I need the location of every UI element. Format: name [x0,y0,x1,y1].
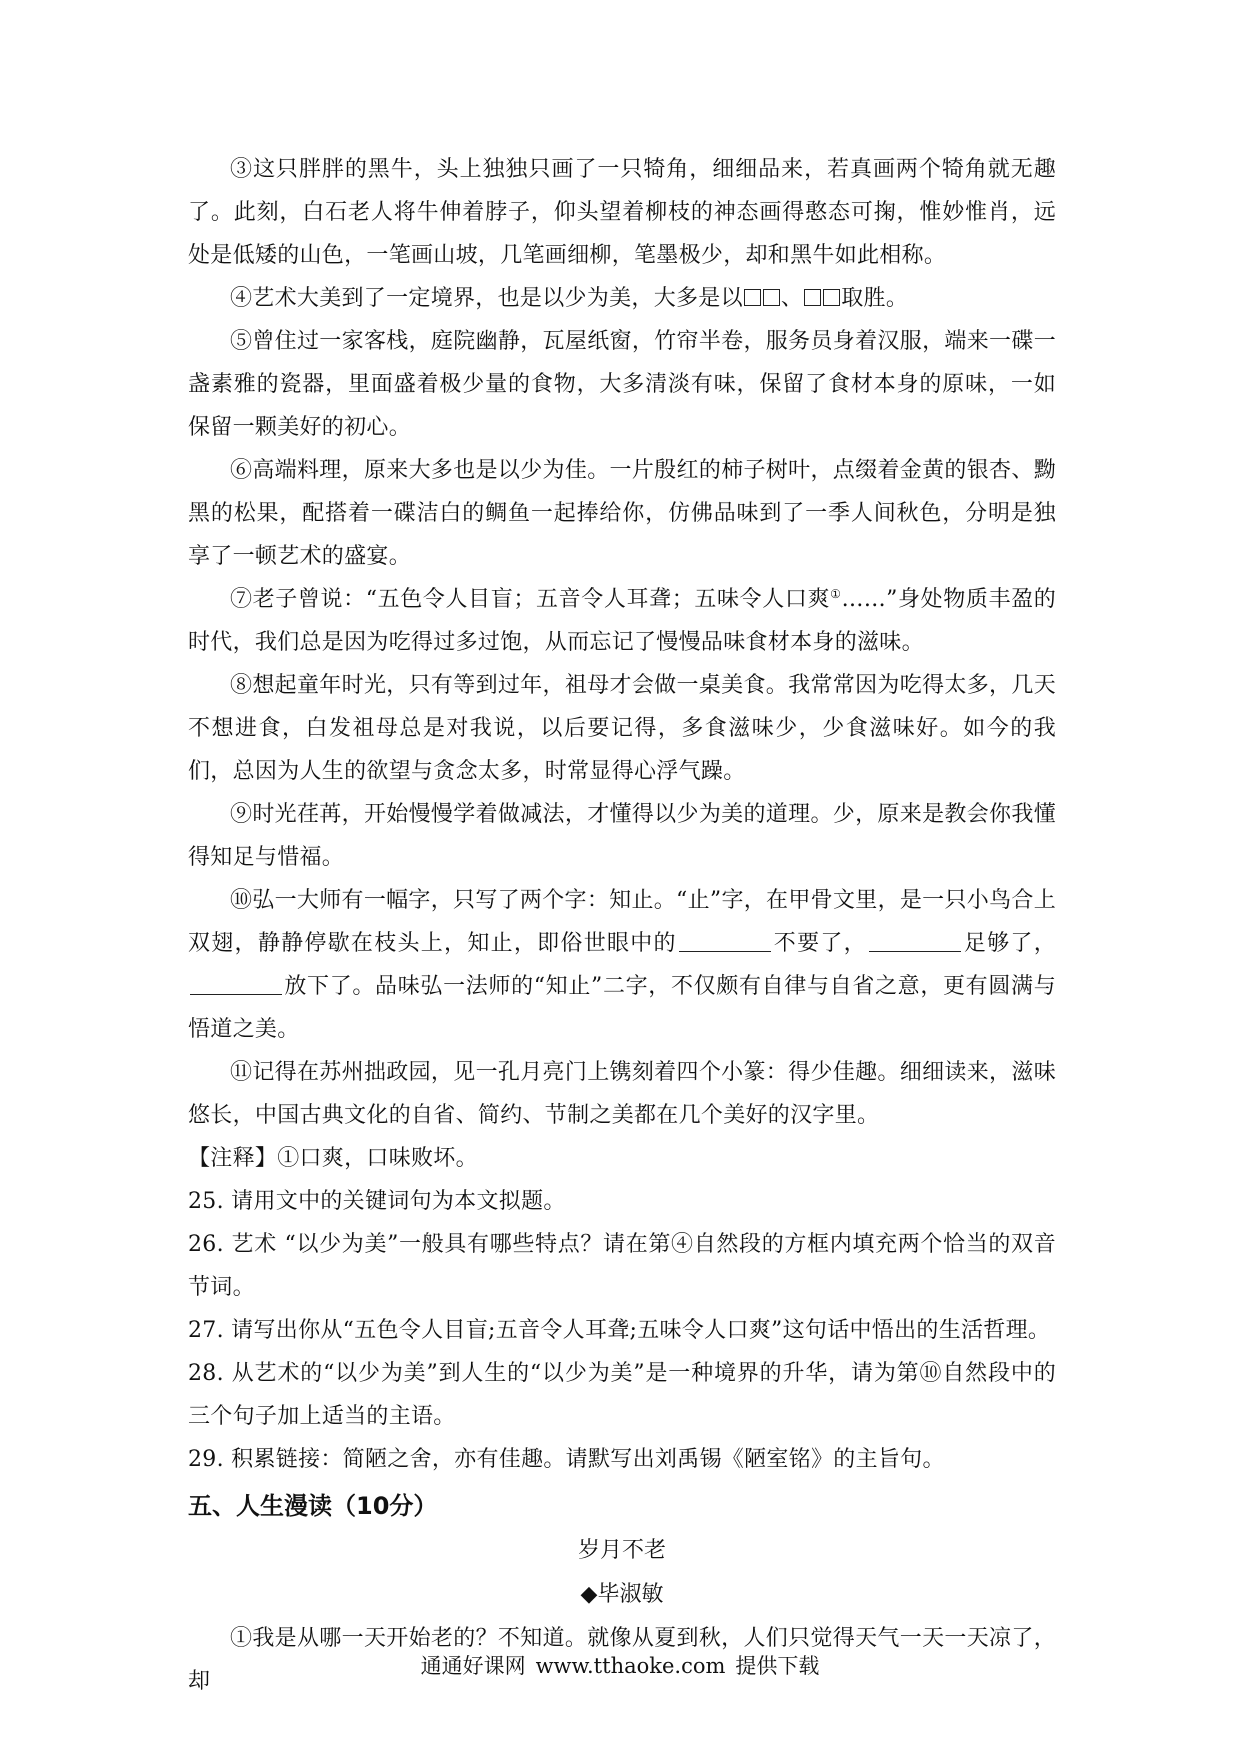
paragraph-7-text-b: ……”身处物质丰盈的时代，我们总是因为吃得过多过饱，从而忘记了慢慢品味食材本身的滋味。 [188,587,1056,655]
paragraph-4-text-b: 、 [780,286,804,311]
footnote: 【注释】①口爽，口味败坏。 [188,1146,478,1171]
question-27: 27. 请写出你从“五色令人目盲;五音令人耳聋;五味令人口爽”这句话中悟出的生活哲理。 [188,1318,1051,1343]
paragraph-6: ⑥高端料理，原来大多也是以少为佳。一片殷红的柿子树叶，点缀着金黄的银杏、黝黑的松果，配搭着一碟洁白的鲷鱼一起捧给你，仿佛品味到了一季人间秋色，分明是独享了一顿艺术的盛宴。 [188,458,1056,569]
blank-box [823,289,840,306]
answer-blank [679,927,771,952]
paragraph-5: ⑤曾住过一家客栈，庭院幽静，瓦屋纸窗，竹帘半卷，服务员身着汉服，端来一碟一盏素雅的瓷器，里面盛着极少量的食物，大多清淡有味，保留了食材本身的原味，一如保留一颗美好的初心。 [188,329,1056,440]
footnote-marker: ① [830,587,842,601]
blank-box [763,289,780,306]
story-paragraph-1: ①我是从哪一天开始老的？不知道。就像从夏到秋，人们只觉得天气一天一天凉了，却 [188,1626,1056,1694]
paragraph-8: ⑧想起童年时光，只有等到过年，祖母才会做一桌美食。我常常因为吃得太多，几天不想进食，白发祖母总是对我说，以后要记得，多食滋味少，少食滋味好。如今的我们，总因为人生的欲望与贪念太多，时常显得心浮气躁。 [188,673,1056,784]
question-26: 26. 艺术 “以少为美”一般具有哪些特点？请在第④自然段的方框内填充两个恰当的双音节词。 [188,1232,1056,1300]
section-heading: 五、人生漫读（10分） [188,1492,438,1520]
reading-passage [188,148,1056,1703]
paragraph-10 [188,879,1056,1051]
footer-suffix: 提供下载 [735,1654,820,1678]
question-29: 29. 积累链接：简陋之舍，亦有佳趣。请默写出刘禹锡《陋室铭》的主旨句。 [188,1447,945,1472]
question-28: 28. 从艺术的“以少为美”到人生的“以少为美”是一种境界的升华，请为第⑩自然段中的三个句子加上适当的主语。 [188,1361,1056,1429]
answer-blank [190,970,282,995]
footer-site-name: 通通好课网 [420,1654,526,1678]
blank-box [744,289,761,306]
page-footer [0,1651,1240,1681]
paragraph-10-text-c: 足够了， [962,931,1057,956]
paragraph-7-text-a: ⑦老子曾说：“五色令人目盲；五音令人耳聋；五味令人口爽 [230,587,831,612]
paragraph-4-text-a: ④艺术大美到了一定境界，也是以少为美，大多是以 [230,286,743,311]
answer-blank [869,927,961,952]
paragraph-10-text-b: 不要了， [772,931,867,956]
story-title: 岁月不老 [577,1538,666,1563]
question-25: 25. 请用文中的关键词句为本文拟题。 [188,1189,566,1214]
blank-box [804,289,821,306]
paragraph-10-text-a: ⑩弘一大师有一幅字，只写了两个字：知止。“止”字，在甲骨文里，是一只小鸟合上双翅，静静停歇在枝头上，知止，即俗世眼中的 [188,888,1056,956]
paragraph-3: ③这只胖胖的黑牛，头上独独只画了一只犄角，细细品来，若真画两个犄角就无趣了。此刻，白石老人将牛伸着脖子，仰头望着柳枝的神态画得憨态可掬，惟妙惟肖，远处是低矮的山色，一笔画山坡，几笔画细柳，笔墨极少，却和黑牛如此相称。 [188,157,1056,268]
paragraph-10-text-d: 放下了。品味弘一法师的“知止”二字，不仅颇有自律与自省之意，更有圆满与悟道之美。 [188,974,1056,1042]
paragraph-11: ⑪记得在苏州拙政园，见一孔月亮门上镌刻着四个小篆：得少佳趣。细细读来，滋味悠长，中国古典文化的自省、简约、节制之美都在几个美好的汉字里。 [188,1060,1056,1128]
footer-url: www.tthaoke.com [535,1654,726,1678]
paragraph-9: ⑨时光荏苒，开始慢慢学着做减法，才懂得以少为美的道理。少，原来是教会你我懂得知足与惜福。 [188,802,1056,870]
paragraph-7 [188,578,1056,664]
story-author: ◆毕淑敏 [580,1582,664,1607]
paragraph-4 [188,277,1056,320]
paragraph-4-text-c: 取胜。 [841,286,909,311]
